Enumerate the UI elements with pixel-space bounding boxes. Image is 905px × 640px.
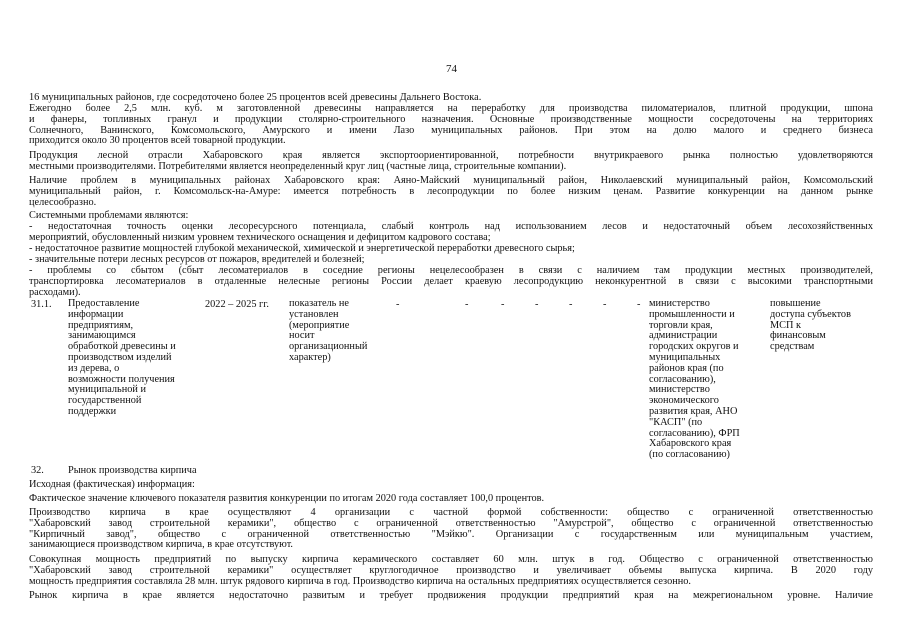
text-line: расходами). bbox=[29, 286, 81, 298]
paragraph-producers bbox=[29, 508, 873, 551]
page-number: 74 bbox=[446, 63, 457, 75]
text-line: Наличие проблем в муниципальных районах Хабаровского края: Аяно-Майский муниципальный район, Николаевский муниципальный район, Комсомольский bbox=[29, 175, 873, 186]
cell-line: развития края, АНО bbox=[649, 405, 738, 417]
cell-line: (мероприятие bbox=[289, 319, 350, 331]
list-item-1 bbox=[29, 222, 873, 244]
text-line: занимающиеся производством кирпича, в крае отсутствуют. bbox=[29, 539, 293, 551]
cell-line: "КАСП" (по bbox=[649, 416, 703, 428]
text-line: Рынок кирпича в крае является недостаточно развитым и требует продвижения продукции предприятий края на межрегиональном уровне. Наличие bbox=[29, 590, 873, 601]
list-item-4 bbox=[29, 266, 873, 298]
text-line: Совокупная мощность предприятий по выпуску кирпича керамического составляет 60 млн. штук в год. Общество с ограниченной ответственностью bbox=[29, 554, 873, 565]
cell-line: производством изделий bbox=[68, 351, 172, 363]
text-line: транспортировка лесоматериалов в отдаленные нелесные регионы России делает краевую лесопродукцию неконкурентной в связи с высокими транспортными bbox=[29, 275, 873, 287]
cell-line: министерство bbox=[649, 384, 710, 396]
section-title: Рынок производства кирпича bbox=[68, 465, 197, 476]
cell-line: занимающимся bbox=[68, 330, 136, 342]
table-row-number: 31.1. bbox=[31, 299, 52, 310]
cell-line: согласованию), bbox=[649, 373, 716, 385]
text-line: - недостаточная точность оценки лесоресурсного потенциала, слабый контроль над использованием лесов и недостаточный объем лесохозяйственных bbox=[29, 221, 873, 232]
text-line: приходится около 30 процентов всей товарной продукции. bbox=[29, 135, 286, 147]
cell-line: носит bbox=[289, 330, 315, 342]
text-line: "Хабаровский завод строительной керамики" осуществляет круглогодичное производство и увеличивает объемы выпуска кирпича. В 2020 году bbox=[29, 564, 873, 576]
text-line: Производство кирпича в крае осуществляют 4 организации с частной формой собственности: общество с ограниченной ответственностью bbox=[29, 507, 873, 518]
cell-line: государственной bbox=[68, 395, 142, 407]
text-line: - значительные потери лесных ресурсов от пожаров, вредителей и болезней; bbox=[29, 254, 365, 265]
cell-line: доступа субъектов bbox=[770, 308, 851, 320]
text-line: Ежегодно более 2,5 млн. куб. м заготовленной древесины направляется на переработку для производства пиломатериалов, плитной продукции, шпона bbox=[29, 103, 873, 114]
paragraph-indicator bbox=[29, 494, 873, 505]
cell-line: средствам bbox=[770, 341, 815, 353]
cell-line: Предоставление bbox=[68, 298, 140, 309]
table-cell-dash: - bbox=[569, 299, 573, 310]
text-line: "Хабаровский завод строительной керамики", общество с ограниченной ответственностью "Амурстрой", общество с ограниченной ответственностью bbox=[29, 517, 873, 529]
text-line: Солнечного, Ванинского, Комсомольского, Амурского и имени Лазо муниципальных районов. При этом на долю малого и среднего бизнеса bbox=[29, 124, 873, 136]
cell-line: торговли края, bbox=[649, 319, 713, 331]
table-cell-dash: - bbox=[465, 299, 469, 310]
cell-line: министерство bbox=[649, 298, 710, 309]
cell-line: Хабаровского края bbox=[649, 438, 732, 450]
section-number: 32. bbox=[31, 465, 44, 476]
cell-line: финансовым bbox=[770, 330, 826, 342]
cell-line: городских округов и bbox=[649, 341, 739, 353]
cell-line: организационный bbox=[289, 341, 368, 353]
text-line: Фактическое значение ключевого показателя развития конкуренции по итогам 2020 года составляет 100,0 процентов. bbox=[29, 493, 545, 504]
cell-line: муниципальных bbox=[649, 351, 721, 363]
text-line: - проблемы со сбытом (сбыт лесоматериалов в соседние регионы нецелесообразен в связи с наличием там продукции местных производителей, bbox=[29, 265, 873, 276]
cell-line: районов края (по bbox=[649, 362, 724, 374]
text-line: Исходная (фактическая) информация: bbox=[29, 479, 195, 490]
cell-line: МСП к bbox=[770, 319, 802, 331]
paragraph-problems bbox=[29, 176, 873, 208]
cell-line: экономического bbox=[649, 395, 719, 407]
paragraph-initial-info bbox=[29, 480, 873, 491]
cell-line: (по согласованию) bbox=[649, 449, 730, 461]
table-cell-executors bbox=[649, 299, 740, 461]
text-line: мощность предприятия составляла 28 млн. штук рядового кирпича в год. Производство кирпича на остальных предприятиях осуществляется сезонно. bbox=[29, 575, 691, 587]
table-cell-event bbox=[68, 299, 176, 418]
table-cell-result bbox=[770, 299, 851, 353]
text-line: Системными проблемами являются: bbox=[29, 210, 189, 221]
cell-line: администрации bbox=[649, 330, 718, 342]
cell-line: муниципальной и bbox=[68, 384, 146, 396]
cell-line: предприятиям, bbox=[68, 319, 134, 331]
table-cell-dash: - bbox=[501, 299, 505, 310]
cell-line: поддержки bbox=[68, 405, 117, 417]
cell-line: из дерева, о bbox=[68, 362, 120, 374]
text-line: 16 муниципальных районов, где сосредоточено более 25 процентов всей древесины Дальнего Востока. bbox=[29, 92, 482, 103]
table-cell-dash: - bbox=[603, 299, 607, 310]
cell-line: характер) bbox=[289, 351, 331, 363]
paragraph-export bbox=[29, 151, 873, 173]
paragraph-market bbox=[29, 591, 873, 602]
cell-line: возможности получения bbox=[68, 373, 175, 385]
text-line: целесообразно. bbox=[29, 196, 97, 208]
text-line: мероприятий, обусловленный низким уровнем технического оснащения и дефицитом кадрового состава; bbox=[29, 231, 491, 243]
text-line: "Кирпичный завод", общество с ограниченной ответственностью "Мэйкю". Организации с государственным или муниципальным участием, bbox=[29, 528, 873, 540]
paragraph-capacity bbox=[29, 555, 873, 587]
text-line: и фанеры, топливных гранул и продукции столярно-строительного назначения. Основные производственные мощности сосредоточены на территориях bbox=[29, 113, 873, 125]
text-line: местными производителями. Потребителями является неопределенный круг лиц (частные лица, строительные компании). bbox=[29, 160, 567, 172]
table-cell-dash: - bbox=[637, 299, 641, 310]
text-line: муниципальный район, г. Комсомольск-на-Амуре: имеется потребность в лесопродукции по более низким ценам. Развитие конкуренции на данном рынке bbox=[29, 185, 873, 197]
table-cell-dash: - bbox=[396, 299, 400, 310]
cell-line: установлен bbox=[289, 308, 339, 320]
cell-line: согласованию), ФРП bbox=[649, 427, 740, 439]
cell-line: промышленности и bbox=[649, 308, 735, 320]
paragraph-processing bbox=[29, 104, 873, 147]
table-cell-indicator bbox=[289, 299, 367, 364]
cell-line: информации bbox=[68, 308, 124, 320]
cell-line: показатель не bbox=[289, 298, 350, 309]
cell-line: обработкой древесины и bbox=[68, 341, 176, 353]
cell-line: повышение bbox=[770, 298, 821, 309]
text-line: - недостаточное развитие мощностей глубокой механической, химической и энергетической переработки древесного сырья; bbox=[29, 243, 575, 254]
text-line: Продукция лесной отрасли Хабаровского края является экспортоориентированной, потребности внутрикраевого рынка полностью удовлетворяются bbox=[29, 150, 873, 161]
table-cell-dash: - bbox=[535, 299, 539, 310]
table-cell-period: 2022 – 2025 гг. bbox=[205, 299, 269, 310]
